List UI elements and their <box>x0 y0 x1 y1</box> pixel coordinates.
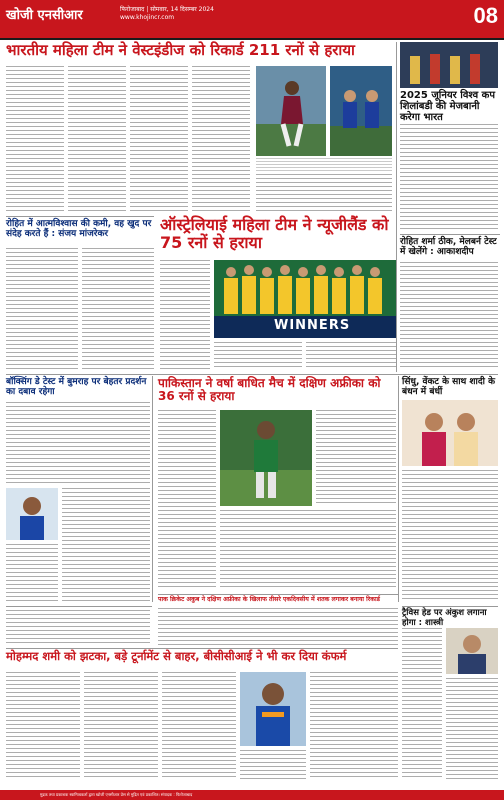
bowling-text-1 <box>6 402 150 486</box>
jr-world-cup-text <box>400 124 498 230</box>
headline-bowling: बॉक्सिंग डे टेस्ट में बुमराह पर बेहतर प्रदर्शन का दबाव रहेगा <box>6 377 147 398</box>
headline-sindhu: सिंधु, वेंकट के साथ शादी के बंधन में बंधीं <box>402 377 496 398</box>
travis-head-text-1 <box>402 628 442 780</box>
photo-wi-player <box>256 66 326 156</box>
section-title: खोजी एनसीआर <box>6 8 83 23</box>
photo-bumrah <box>6 488 58 540</box>
bowling-text-3 <box>6 544 58 602</box>
column-divider <box>396 42 397 372</box>
headline-jr-world-cup: 2025 जूनियर विश्व कप शिलांबडी की मेजबानी करेगा भारत <box>400 90 496 124</box>
bowling-text-2 <box>62 488 150 602</box>
rule-band-top-left <box>6 606 152 607</box>
lead-text-4 <box>192 66 250 212</box>
headline-rohit-ashwin: रोहित में आत्मविश्वास की कमी, वह खुद पर संदेह करते हैं : संजय मांजरेकर <box>6 219 152 240</box>
bowling-text-4 <box>6 610 150 646</box>
photo-aus-team <box>214 260 396 338</box>
headline-pak-cricket: पाक क्रिकेट अकुब ने दक्षिण अफ्रीका के खिलाफ तीसरे एकदिवसीय में शतक लगाकर बनाया रिकार्ड <box>158 596 380 603</box>
pakistan-text-3 <box>220 510 396 590</box>
shami-text-5 <box>310 672 398 780</box>
rule-right-2 <box>402 606 498 607</box>
lead-text-5 <box>256 174 392 212</box>
photo-pak-player <box>220 410 312 506</box>
pakistan-text-1 <box>158 410 216 590</box>
rule-left-1 <box>6 216 154 217</box>
divider-row2-a <box>152 376 153 602</box>
lead-text-2 <box>68 66 126 212</box>
australia-text-2 <box>214 342 302 370</box>
rule-band-top <box>158 594 398 595</box>
headline-australia: ऑस्ट्रेलियाई महिला टीम ने न्यूजीलैंड को 75 रनों से हराया <box>160 215 389 252</box>
rule-mid <box>6 374 498 375</box>
headline-pakistan: पाकिस्तान ने वर्षा बाधित मैच में दक्षिण अफ्रीका को 36 रनों से हराया <box>158 376 381 404</box>
headline-shami: मोहम्मद शमी को झटका, बड़े टूर्नामेंट से बाहर, बीसीसीआई ने भी कर दिया कंफर्म <box>6 649 347 663</box>
sindhu-text <box>402 470 498 602</box>
photo-shami <box>240 672 306 746</box>
rule-right-1 <box>400 234 500 235</box>
photo-shastri <box>446 628 498 674</box>
rohit-ashwin-text-1 <box>6 248 78 372</box>
shami-text-1 <box>6 672 80 780</box>
pak-cricket-text <box>158 608 398 646</box>
divider-row2-b <box>398 376 399 602</box>
masthead-bar <box>0 0 504 38</box>
lead-text-3 <box>130 66 188 212</box>
shami-text-3 <box>162 672 236 780</box>
pakistan-text-2 <box>316 410 396 506</box>
rohit-ashwin-text-2 <box>82 248 154 372</box>
headline-lead: भारतीय महिला टीम ने वेस्टइंडीज को रिकार्ड 211 रनों से हराया <box>6 41 355 59</box>
photo-wi-team <box>330 66 392 156</box>
shami-text-2 <box>84 672 158 780</box>
winners-banner: WINNERS <box>274 318 351 333</box>
footer-bar: मुद्रक तथा प्रकाशक स्वामित्वकर्ता द्वारा खोजी एनसीआर प्रेस से मुद्रित एवं प्रकाशित। संपादक : फिरोजाबाद <box>0 790 504 800</box>
photo-sindhu <box>402 400 498 466</box>
headline-rohit-melbourne: रोहित शर्मा ठीक, मेलबर्न टेस्ट में खेलेंगे : आकाशदीप <box>400 237 497 258</box>
australia-text-3 <box>306 342 396 370</box>
lead-text-1 <box>6 66 64 212</box>
photo-caption-lead <box>256 158 392 172</box>
headline-travis-head: ट्रैविस हेड पर अंकुश लगाना होगा : शास्त्री <box>402 608 487 628</box>
page-number: 08 <box>473 3 498 28</box>
rohit-melbourne-text <box>400 262 498 370</box>
masthead-date: फिरोजाबाद | सोमवार, 14 दिसम्बर 2024 www.khojincr.com <box>120 6 214 21</box>
australia-text-1 <box>160 260 210 370</box>
travis-head-text-2 <box>446 678 498 780</box>
header-rule <box>0 38 504 40</box>
shami-text-4 <box>240 750 306 780</box>
photo-shilambam <box>400 42 498 88</box>
